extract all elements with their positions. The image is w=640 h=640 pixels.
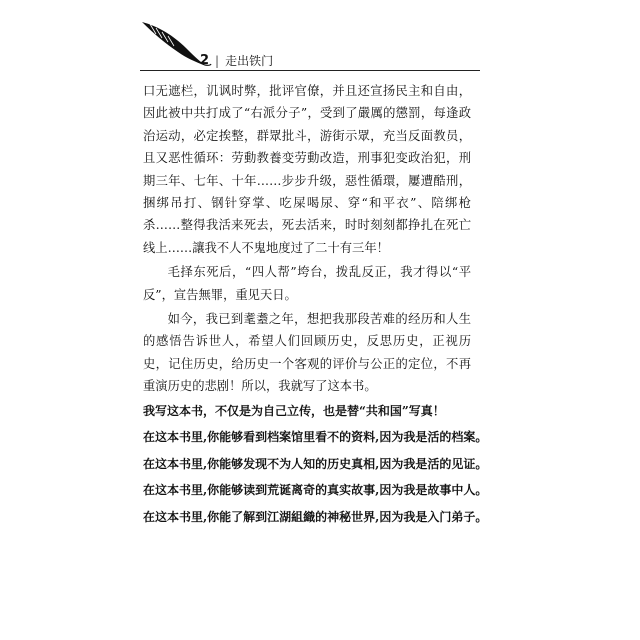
chapter-title: 走出铁门 xyxy=(225,54,274,68)
summary-line: 在这本书里,你能够发现不为人知的历史真相,因为我是活的见证。 xyxy=(143,456,488,471)
paragraph: 口无遮栏，讥讽时弊，批评官僚，并且还宣扬民主和自由，因此被中共打成了“右派分子”，受到了嚴厲的懲罰，每逢政治运动，必定挨整，群眾批斗，游街示眾，充当反面教员，且又恶性循环：劳動教養变劳動改造，刑事犯变政治犯，刑期三年、七年、十年……步步升级，惡性循環，屢遭酷刑，捆绑吊打、钢针穿掌、吃屎喝尿、穿“和平衣”、陪绑枪杀……整得我活来死去，死去活来，时时刻刻都挣扎在死亡线上……讓我不人不鬼地度过了二十有三年！ xyxy=(143,84,471,255)
summary-line: 我写这本书，不仅是为自己立传，也是替“共和国”写真！ xyxy=(143,404,445,418)
paragraph: 毛择东死后，“四人帮”垮台，拨乱反正，我才得以“平反”，宣告無罪，重见天日。 xyxy=(143,265,471,302)
body-text xyxy=(143,80,471,399)
summary-block xyxy=(143,398,488,530)
running-header xyxy=(200,52,273,69)
header-separator: | xyxy=(215,53,220,68)
page-number: 2 xyxy=(200,53,210,68)
header-rule xyxy=(140,70,480,71)
summary-line: 在这本书里,你能够读到荒诞离奇的真实故事,因为我是故事中人。 xyxy=(143,483,488,498)
summary-line: 在这本书里,你能了解到江湖組織的神秘世界,因为我是入门弟子。 xyxy=(143,509,488,524)
summary-line: 在这本书里,你能够看到档案馆里看不的资料,因为我是活的档案。 xyxy=(143,430,488,445)
paragraph: 如今，我已到耄耋之年，想把我那段苦难的经历和人生的感悟告诉世人，希望人们回顾历史，反思历史，正视历史，记住历史，给历史一个客观的评价与公正的定位，不再重演历史的悲剧！所以，我就写了这本书。 xyxy=(143,312,471,394)
